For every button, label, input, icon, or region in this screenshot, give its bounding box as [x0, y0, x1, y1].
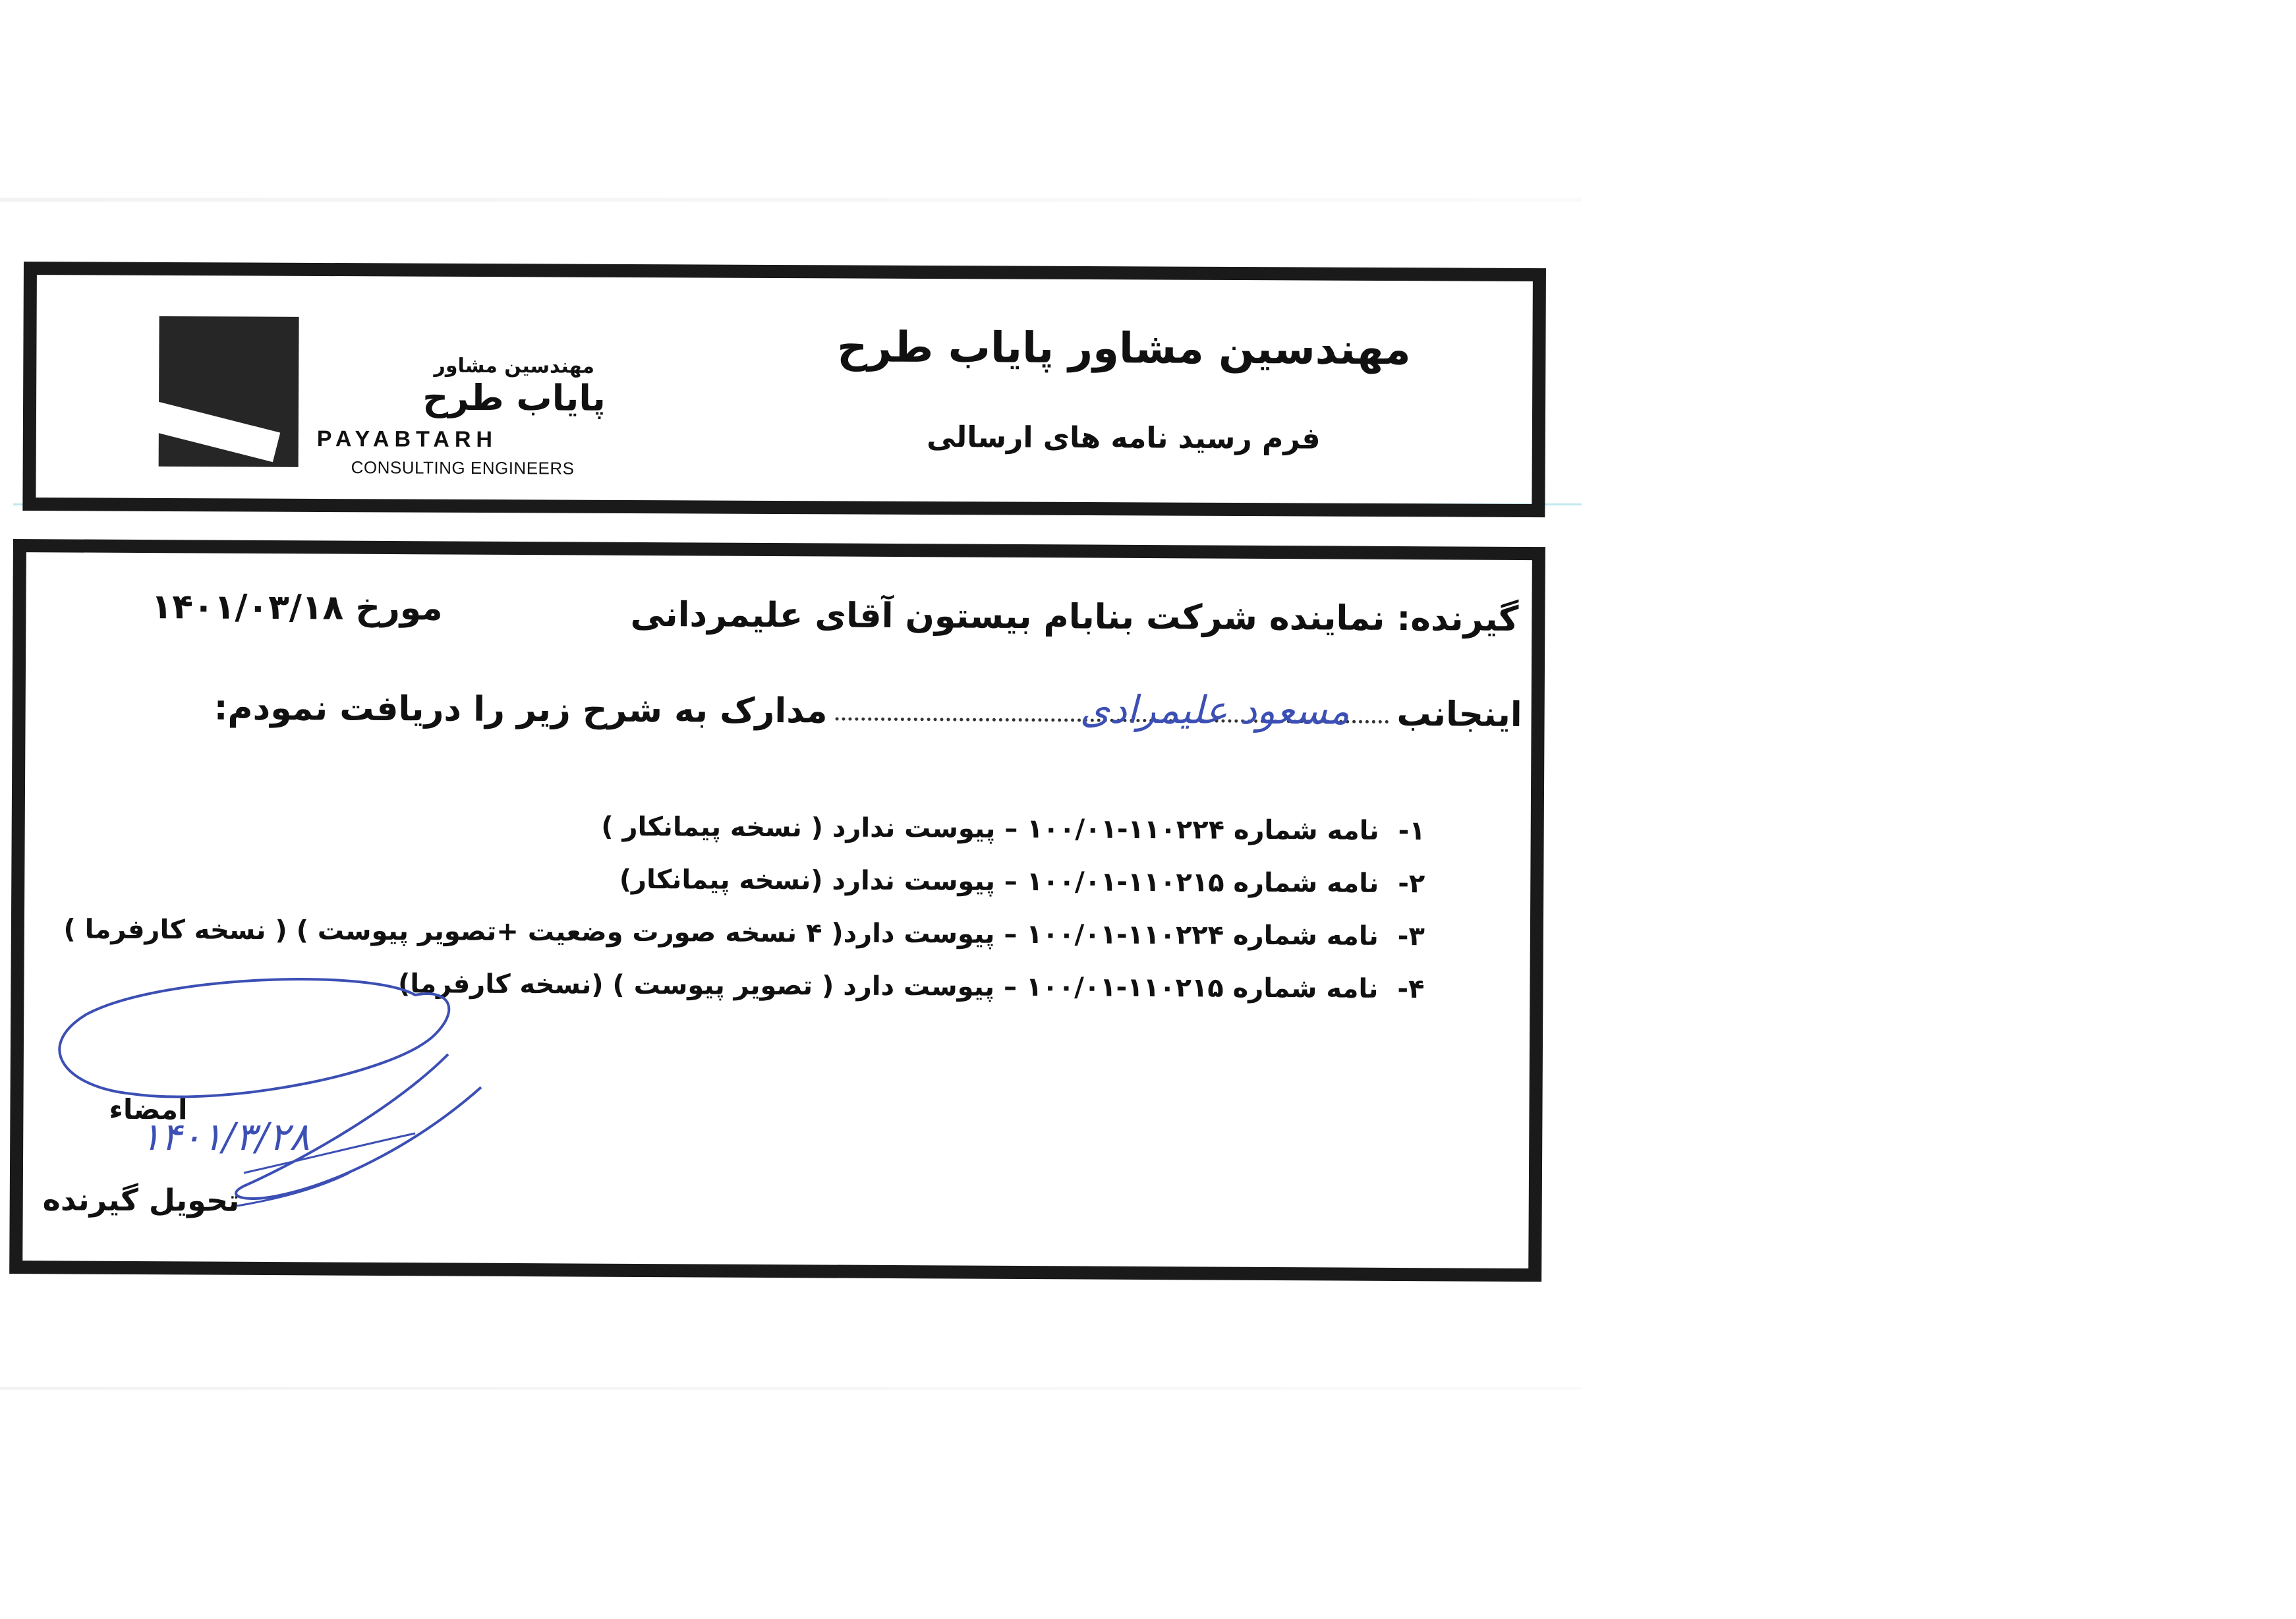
item-number: ۴- — [1397, 974, 1425, 1005]
recipient-line: گیرنده: نماینده شرکت بنابام بیستون آقای علیمردانی — [630, 594, 1519, 639]
ack-suffix: مدارک به شرح زیر را دریافت نمودم: — [214, 688, 828, 731]
date-block — [151, 587, 443, 628]
item-number: ۳- — [1397, 921, 1425, 952]
date-value: ۱۴۰۱/۰۳/۱۸ — [151, 587, 344, 628]
item-text: نامه شماره ۱۱۰۲۲۴-۱۰۰/۰۱ – پیوست ندارد ( نسخه پیمانکار ) — [601, 811, 1379, 846]
company-logo-icon — [159, 316, 299, 467]
logo-en-name: PAYABTARH — [316, 426, 498, 453]
logo-en-subtitle: CONSULTING ENGINEERS — [351, 457, 575, 478]
list-item — [63, 903, 1425, 963]
list-item — [64, 797, 1425, 857]
ack-prefix: اینجانب — [1396, 694, 1522, 735]
item-number: ۲- — [1398, 868, 1425, 899]
form-title: فرم رسید نامه های ارسالی — [927, 420, 1321, 456]
company-title: مهندسین مشاور پایاب طرح — [837, 323, 1411, 375]
date-label: مورخ — [355, 588, 443, 629]
scan-edge-top — [0, 198, 1582, 202]
logo-fa-caption: مهندسین مشاور — [434, 354, 595, 378]
item-number: ۱- — [1398, 816, 1425, 847]
scan-edge-bottom — [0, 1387, 1582, 1390]
item-text: نامه شماره ۱۱۰۲۱۵-۱۰۰/۰۱ – پیوست دارد ( تصویر پیوست ) (نسخه کارفرما) — [397, 969, 1379, 1004]
logo-fa-name: پایاب طرح — [422, 376, 606, 419]
logo-stripe — [152, 402, 280, 462]
item-text: نامه شماره ۱۱۰۲۱۵-۱۰۰/۰۱ – پیوست ندارد (نسخه پیمانکار) — [619, 864, 1379, 899]
handwritten-date: ۱۴۰۱/۳/۲۸ — [140, 1114, 310, 1159]
deliverer-label: تحویل گیرنده — [42, 1181, 240, 1218]
handwritten-name: مسعود علیمرادی — [1079, 687, 1350, 733]
signature-label: امضاء — [109, 1093, 188, 1126]
letterhead-box — [22, 262, 1546, 517]
handwritten-signature-icon — [26, 975, 527, 1226]
item-text: نامه شماره ۱۱۰۲۲۴-۱۰۰/۰۱ – پیوست دارد( ۴ نسخه صورت وضعیت +تصویر پیوست ) ( نسخه کارفرما ) — [63, 914, 1379, 952]
list-item — [64, 850, 1425, 910]
